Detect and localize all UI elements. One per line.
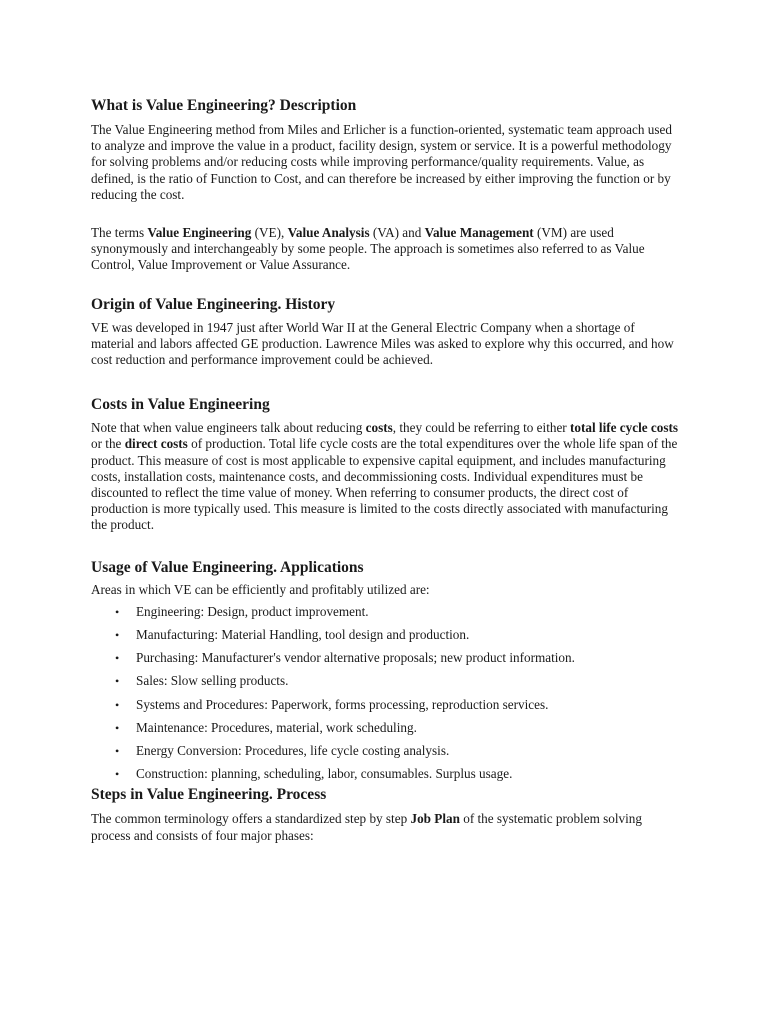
term-job-plan: Job Plan [410, 811, 460, 827]
list-item-text: Engineering: Design, product improvement. [136, 603, 369, 619]
paragraph-terms [91, 225, 681, 274]
term-value-analysis: Value Analysis [287, 225, 370, 241]
paragraph-origin: VE was developed in 1947 just after World War II at the General Electric Company when a shortage of material and labors affected GE production. Lawrence Miles was asked to explore why this occurred, and how cost reduction and performance improvement could be achieved. [91, 319, 674, 368]
list-item-text: Maintenance: Procedures, material, work scheduling. [136, 719, 417, 735]
applications-list [91, 604, 681, 790]
text-run: or the [91, 436, 125, 452]
list-item [91, 650, 681, 673]
list-item [91, 697, 681, 720]
bullet-icon: • [115, 604, 120, 619]
heading-steps: Steps in Value Engineering. Process [91, 786, 327, 804]
list-item-text: Construction: planning, scheduling, labor, consumables. Surplus usage. [136, 766, 513, 782]
term-direct-costs: direct costs [124, 436, 188, 452]
bullet-icon: • [115, 628, 120, 643]
list-item [91, 743, 681, 766]
heading-costs: Costs in Value Engineering [91, 396, 270, 414]
text-run: (VE), [251, 225, 288, 241]
paragraph-usage-intro: Areas in which VE can be efficiently and profitably utilized are: [91, 581, 430, 597]
text-run: (VA) and [369, 225, 425, 241]
list-item [91, 627, 681, 650]
text-run: of production. Total life cycle costs are the total expenditures over the whole life span of the product. This measure of cost is most applicable to expensive capital equipment, and includes manufacturing costs, installation costs, maintenance costs, and decommissioning costs. Individual expenditures must be discounted to reflect the time value of money. When referring to consumer products, the direct cost of production is more typically used. This measure is limited to the costs directly associated with manufacturing the product. [91, 436, 678, 533]
list-item [91, 673, 681, 696]
list-item [91, 766, 681, 789]
bullet-icon: • [115, 720, 120, 735]
term-total-life-cycle-costs: total life cycle costs [570, 420, 679, 436]
text-run: Note that when value engineers talk about reducing [91, 420, 366, 436]
document-page [91, 96, 681, 844]
paragraph-steps [91, 811, 681, 843]
heading-usage: Usage of Value Engineering. Applications [91, 558, 364, 576]
heading-description: What is Value Engineering? Description [91, 97, 357, 114]
text-run: The terms [91, 225, 148, 241]
text-run: The common terminology offers a standardized step by step [91, 811, 411, 827]
paragraph-costs [91, 420, 681, 533]
text-run: , they could be referring to either [392, 420, 570, 436]
list-item-text: Purchasing: Manufacturer's vendor alternative proposals; new product information. [136, 650, 575, 666]
paragraph-definition: The Value Engineering method from Miles and Erlicher is a function-oriented, systematic team approach used to analyze and improve the value in a product, facility design, system or service. It is a powerful methodology for solving problems and/or reducing costs while improving performance/quality requirements. Value, as defined, is the ratio of Function to Cost, and can therefore be increased by either improving the function or by reducing the cost. [91, 122, 672, 202]
bullet-icon: • [115, 767, 120, 782]
list-item [91, 604, 681, 627]
term-costs: costs [365, 420, 393, 436]
text-run: (VM) are used synonymously and interchangeably by some people. The approach is sometimes also referred to as Value Control, Value Improvement or Value Assurance. [91, 225, 645, 273]
list-item [91, 720, 681, 743]
bullet-icon: • [115, 651, 120, 666]
list-item-text: Manufacturing: Material Handling, tool design and production. [136, 627, 470, 643]
list-item-text: Systems and Procedures: Paperwork, forms processing, reproduction services. [136, 696, 549, 712]
list-item-text: Sales: Slow selling products. [136, 673, 289, 689]
term-value-management: Value Management [424, 225, 534, 241]
heading-origin: Origin of Value Engineering. History [91, 295, 336, 313]
list-item-text: Energy Conversion: Procedures, life cycle costing analysis. [136, 742, 450, 758]
bullet-icon: • [115, 743, 120, 758]
bullet-icon: • [115, 674, 120, 689]
bullet-icon: • [115, 697, 120, 712]
text-run: of the systematic problem solving process and consists of four major phases: [91, 811, 642, 843]
term-value-engineering: Value Engineering [147, 225, 252, 241]
